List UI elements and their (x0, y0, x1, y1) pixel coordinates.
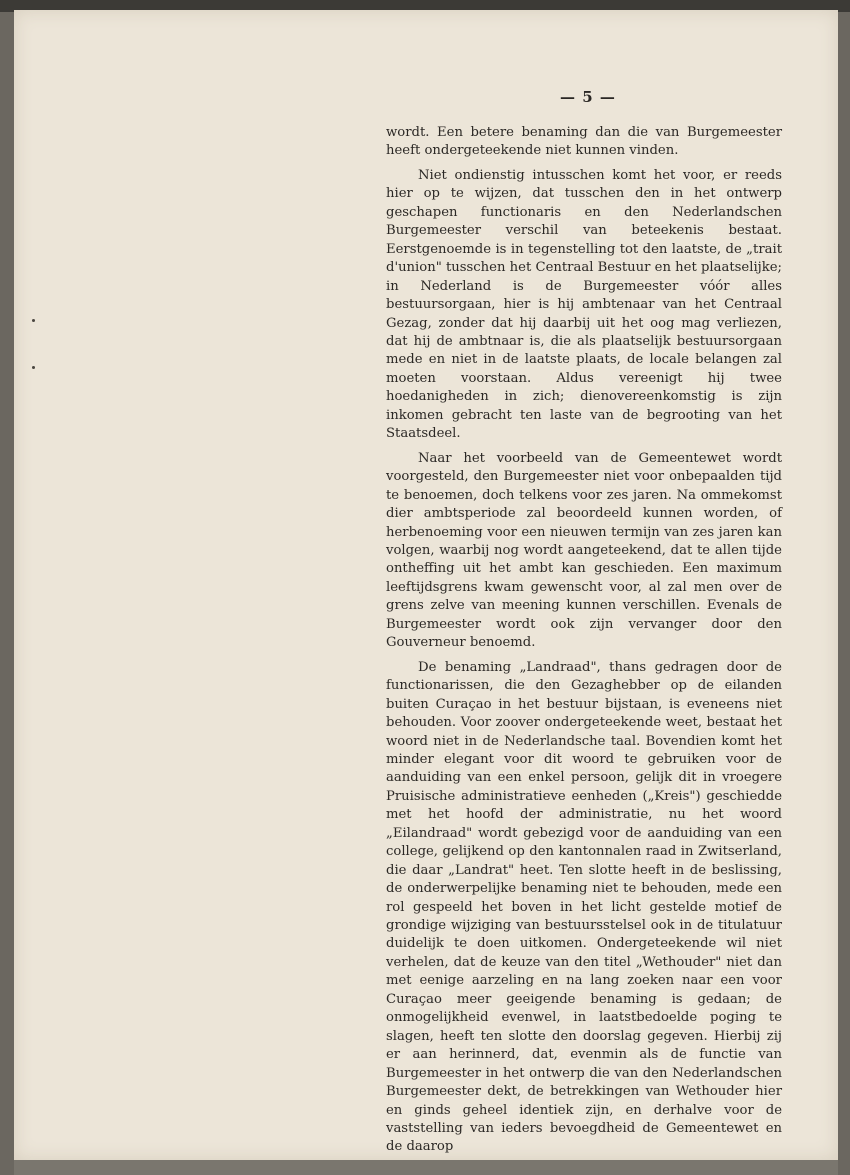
paragraph-burgemeester-distinction: Niet ondienstig intusschen komt het voor, er reeds hier op te wijzen, dat tusschen den in het ontwerp geschapen functionaris en den Nederlandschen Burgemeester verschil van beteekenis bestaat. Eerstgenoemde is in tegenstelling tot den laatste, de „trait d'union" tusschen het Centraal Bestuur en het plaatselijke; in Nederland is de Burgemeester vóór alles bestuursorgaan, hier is hij ambtenaar van het Centraal Gezag, zonder dat hij daarbij uit het oog mag verliezen, dat hij de ambtnaar is, die als plaatselijk bestuursorgaan mede en niet in de laatste plaats, de locale belangen zal moeten voorstaan. Aldus vereenigt hij twee hoedanigheden in zich; dienovereenkomstig is zijn inkomen gebracht ten laste van de begrooting van het Staatsdeel. (386, 167, 782, 442)
margin-speck (32, 319, 35, 322)
page-number: — 5 — (560, 88, 616, 106)
margin-speck (32, 366, 35, 369)
paragraph-landraad-naming: De benaming „Landraad", thans gedragen door de functionarissen, die den Gezaghebber op de eilanden buiten Curaçao in het bestuur bijstaan, is eveneens niet behouden. Voor zoover ondergeteekende weet, bestaat het woord niet in de Nederlandsche taal. Bovendien komt het minder elegant voor dit woord te gebruiken voor de aanduiding van een enkel persoon, gelijk dit in vroegere Pruisische administratieve eenheden („Kreis") geschiedde met het hoofd der administratie, nu het woord „Eilandraad" wordt gebezigd voor de aanduiding van een college, gelijkend op den kantonnalen raad in Zwitserland, die daar „Landrat" heet. Ten slotte heeft in de beslissing, de onderwerpelijke benaming niet te behouden, mede een rol gespeeld het boven in het licht gestelde motief de grondige wijziging van bestuursstelsel ook in de titulatuur duidelijk te doen uitkomen. Ondergeteekende wil niet verhelen, dat de keuze van den titel „Wethouder" niet dan met eenige aarzeling en na lang zoeken naar een voor Curaçao meer geeigende benaming is gedaan; de onmogelijkheid evenwel, in laatstbedoelde poging te slagen, heeft ten slotte den doorslag gegeven. Hierbij zij er aan herinnerd, dat, evenmin als de functie van Burgemeester in het ontwerp die van den Nederlandschen Burgemeester dekt, de betrekkingen van Wethouder hier en ginds geheel identiek zijn, en derhalve voor de vaststelling van ieders bevoegdheid de Gemeentewet en de daarop (386, 659, 782, 1155)
paragraph-term-of-office: Naar het voorbeeld van de Gemeentewet wordt voorgesteld, den Burgemeester niet voor onbepaalden tijd te benoemen, doch telkens voor zes jaren. Na ommekomst dier ambtsperiode zal beoordeeld kunnen worden, of herbenoeming voor een nieuwen termijn van zes jaren kan volgen, waarbij nog wordt aangeteekend, dat te allen tijde ontheffing uit het ambt kan geschieden. Een maximum leeftijdsgrens kwam gewenscht voor, al zal men over de grens zelve van meening kunnen verschillen. Evenals de Burgemeester wordt ook zijn vervanger door den Gouverneur benoemd. (386, 450, 782, 651)
paragraph-continuation: wordt. Een betere benaming dan die van Burgemeester heeft ondergeteekende niet kunnen vinden. (386, 125, 782, 159)
body-text-column (386, 124, 782, 1163)
